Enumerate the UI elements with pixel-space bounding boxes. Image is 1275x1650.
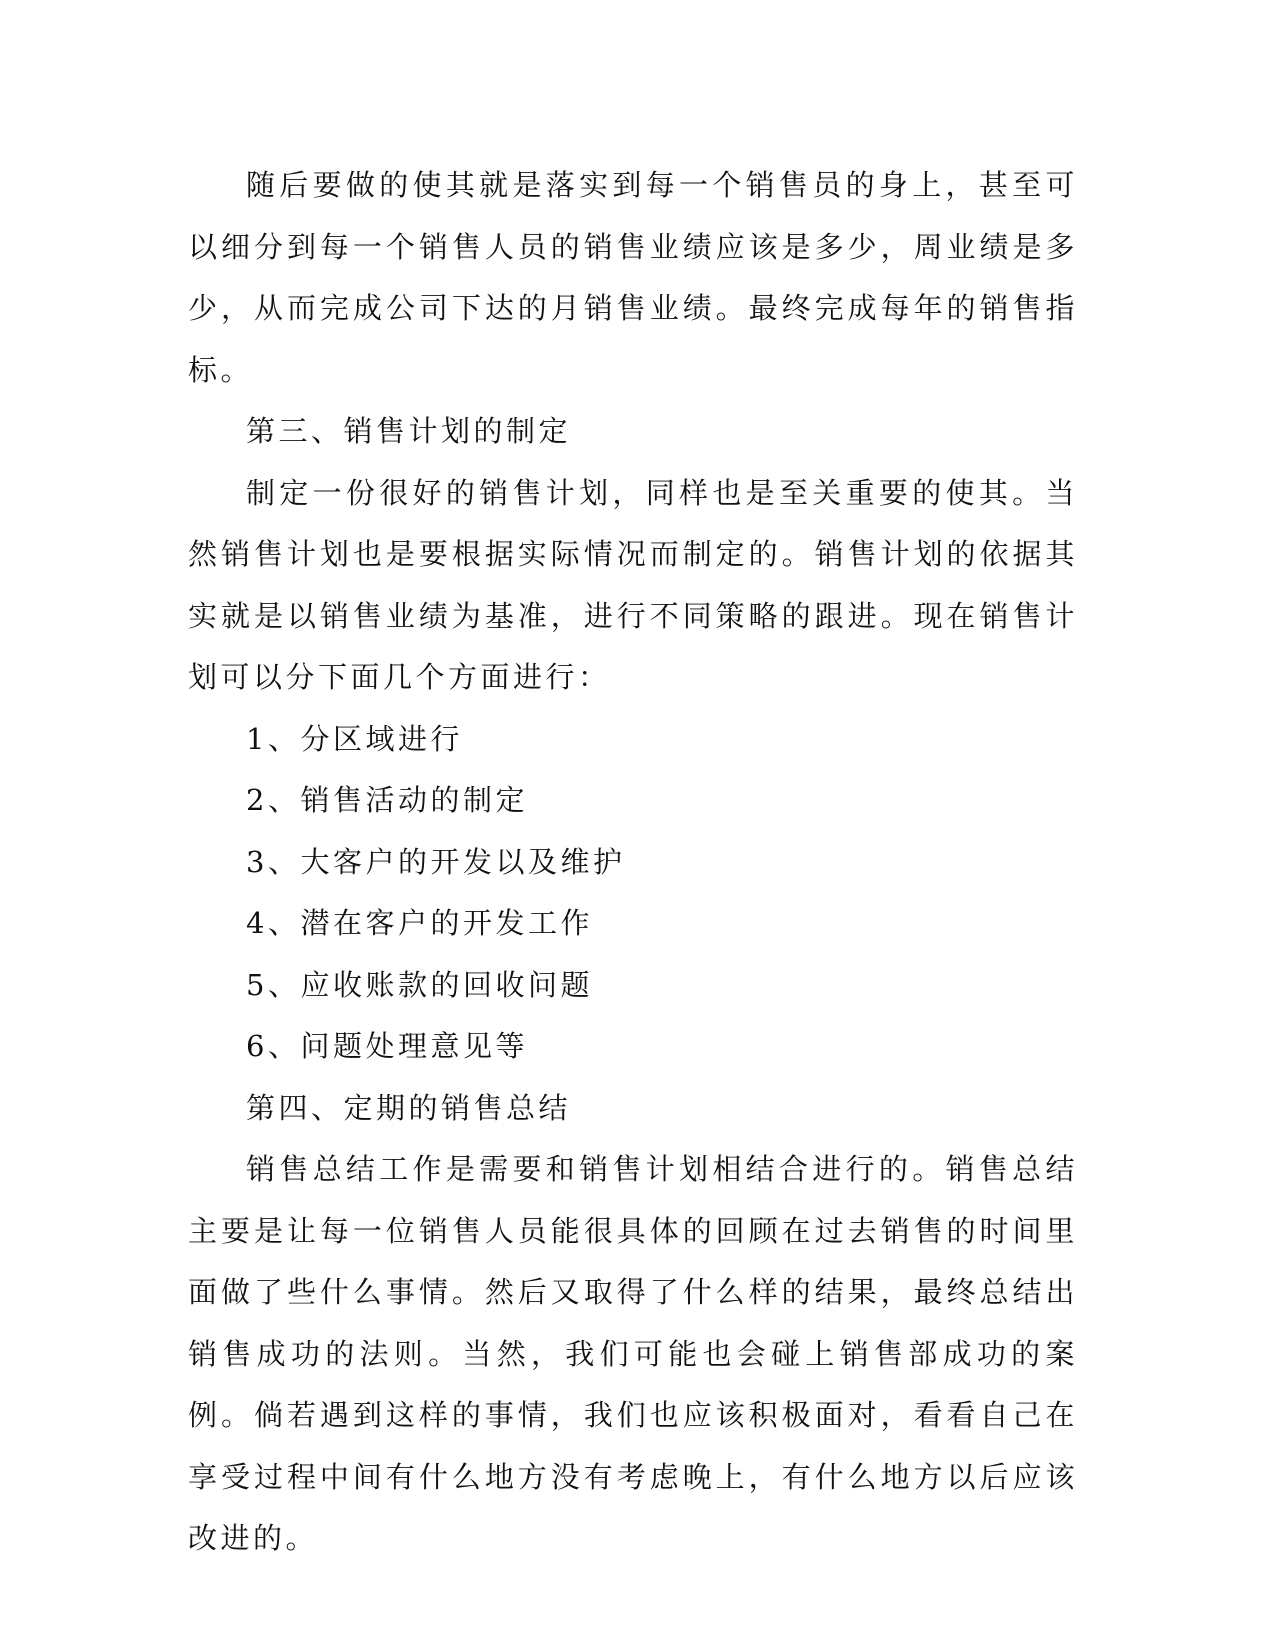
list-item-6: 6、问题处理意见等	[246, 1029, 528, 1063]
heading-section-three: 第三、销售计划的制定	[246, 414, 572, 448]
paragraph-sales-summary: 销售总结工作是需要和销售计划相结合进行的。销售总结主要是让每一位销售人员能很具体的回顾在过去销售的时间里面做了些什么事情。然后又取得了什么样的结果，最终总结出销售成功的法则。当然，我们可能也会碰上销售部成功的案例。倘若遇到这样的事情，我们也应该积极面对，看看自己在享受过程中间有什么地方没有考虑晚上，有什么地方以后应该改进的。	[188, 1152, 1078, 1555]
paragraph-intro: 随后要做的使其就是落实到每一个销售员的身上，甚至可以细分到每一个销售人员的销售业绩应该是多少，周业绩是多少，从而完成公司下达的月销售业绩。最终完成每年的销售指标。	[188, 168, 1078, 387]
list-item-1: 1、分区域进行	[246, 721, 463, 756]
document-body	[188, 155, 1078, 1570]
list-item-4: 4、潜在客户的开发工作	[246, 906, 593, 940]
list-item-3: 3、大客户的开发以及维护	[246, 844, 626, 879]
heading-section-four: 第四、定期的销售总结	[246, 1090, 572, 1125]
paragraph-sales-plan: 制定一份很好的销售计划，同样也是至关重要的使其。当然销售计划也是要根据实际情况而制定的。销售计划的依据其实就是以销售业绩为基准，进行不同策略的跟进。现在销售计划可以分下面几个方面进行：	[188, 475, 1078, 694]
list-item-5: 5、应收账款的回收问题	[246, 967, 593, 1002]
list-item-2: 2、销售活动的制定	[246, 783, 528, 817]
